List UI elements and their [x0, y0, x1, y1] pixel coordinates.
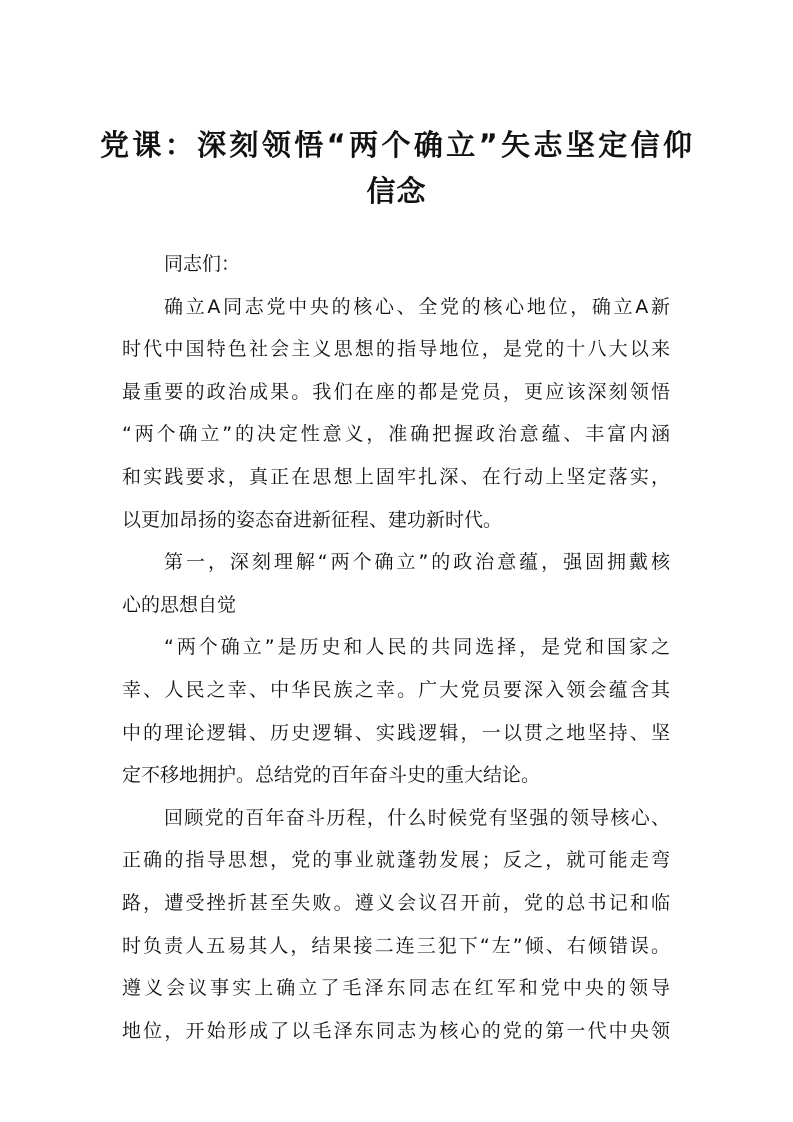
paragraph	[122, 541, 670, 626]
paragraph-line: 路，遭受挫折甚至失败。遵义会议召开前，党的总书记和临	[122, 891, 670, 914]
paragraph	[122, 797, 670, 1053]
paragraph-line: 中的理论逻辑、历史逻辑、实践逻辑，一以贯之地坚持、坚	[122, 721, 670, 744]
paragraph-line: 以更加昂扬的姿态奋进新征程、建功新时代。	[122, 508, 503, 531]
document-body	[122, 243, 670, 1052]
paragraph-line: 心的思想自觉	[122, 593, 237, 616]
paragraph	[122, 626, 670, 796]
paragraph-line: “两个确立”的决定性意义，准确把握政治意蕴、丰富内涵	[122, 423, 670, 446]
paragraph-line: 同志们：	[164, 253, 241, 275]
title-line: 信念	[366, 174, 427, 208]
paragraph-line: “两个确立”是历史和人民的共同选择，是党和国家之	[164, 636, 670, 659]
paragraph-line: 定不移地拥护。总结党的百年奋斗史的重大结论。	[122, 764, 541, 787]
paragraph-line: 最重要的政治成果。我们在座的都是党员，更应该深刻领悟	[122, 380, 670, 403]
paragraph-line: 回顾党的百年奋斗历程，什么时候党有坚强的领导核心、	[164, 806, 670, 829]
paragraph-line: 地位，开始形成了以毛泽东同志为核心的党的第一代中央领	[122, 1019, 670, 1042]
title-line: 党课：深刻领悟“两个确立”矢志坚定信仰	[100, 128, 693, 162]
paragraph-line: 和实践要求，真正在思想上固牢扎深、在行动上坚定落实，	[122, 465, 670, 488]
paragraph	[122, 243, 670, 286]
paragraph	[122, 286, 670, 542]
paragraph-line: 第一，深刻理解“两个确立”的政治意蕴，强固拥戴核	[164, 551, 670, 574]
paragraph-line: 确立A同志党中央的核心、全党的核心地位，确立A新	[164, 295, 670, 318]
paragraph-line: 时代中国特色社会主义思想的指导地位，是党的十八大以来	[122, 338, 670, 361]
paragraph-line: 幸、人民之幸、中华民族之幸。广大党员要深入领会蕴含其	[122, 678, 670, 701]
paragraph-line: 遵义会议事实上确立了毛泽东同志在红军和党中央的领导	[122, 977, 670, 1000]
document-title	[100, 122, 693, 214]
paragraph-line: 正确的指导思想，党的事业就蓬勃发展；反之，就可能走弯	[122, 849, 670, 872]
paragraph-line: 时负责人五易其人，结果接二连三犯下“左”倾、右倾错误。	[122, 934, 670, 957]
